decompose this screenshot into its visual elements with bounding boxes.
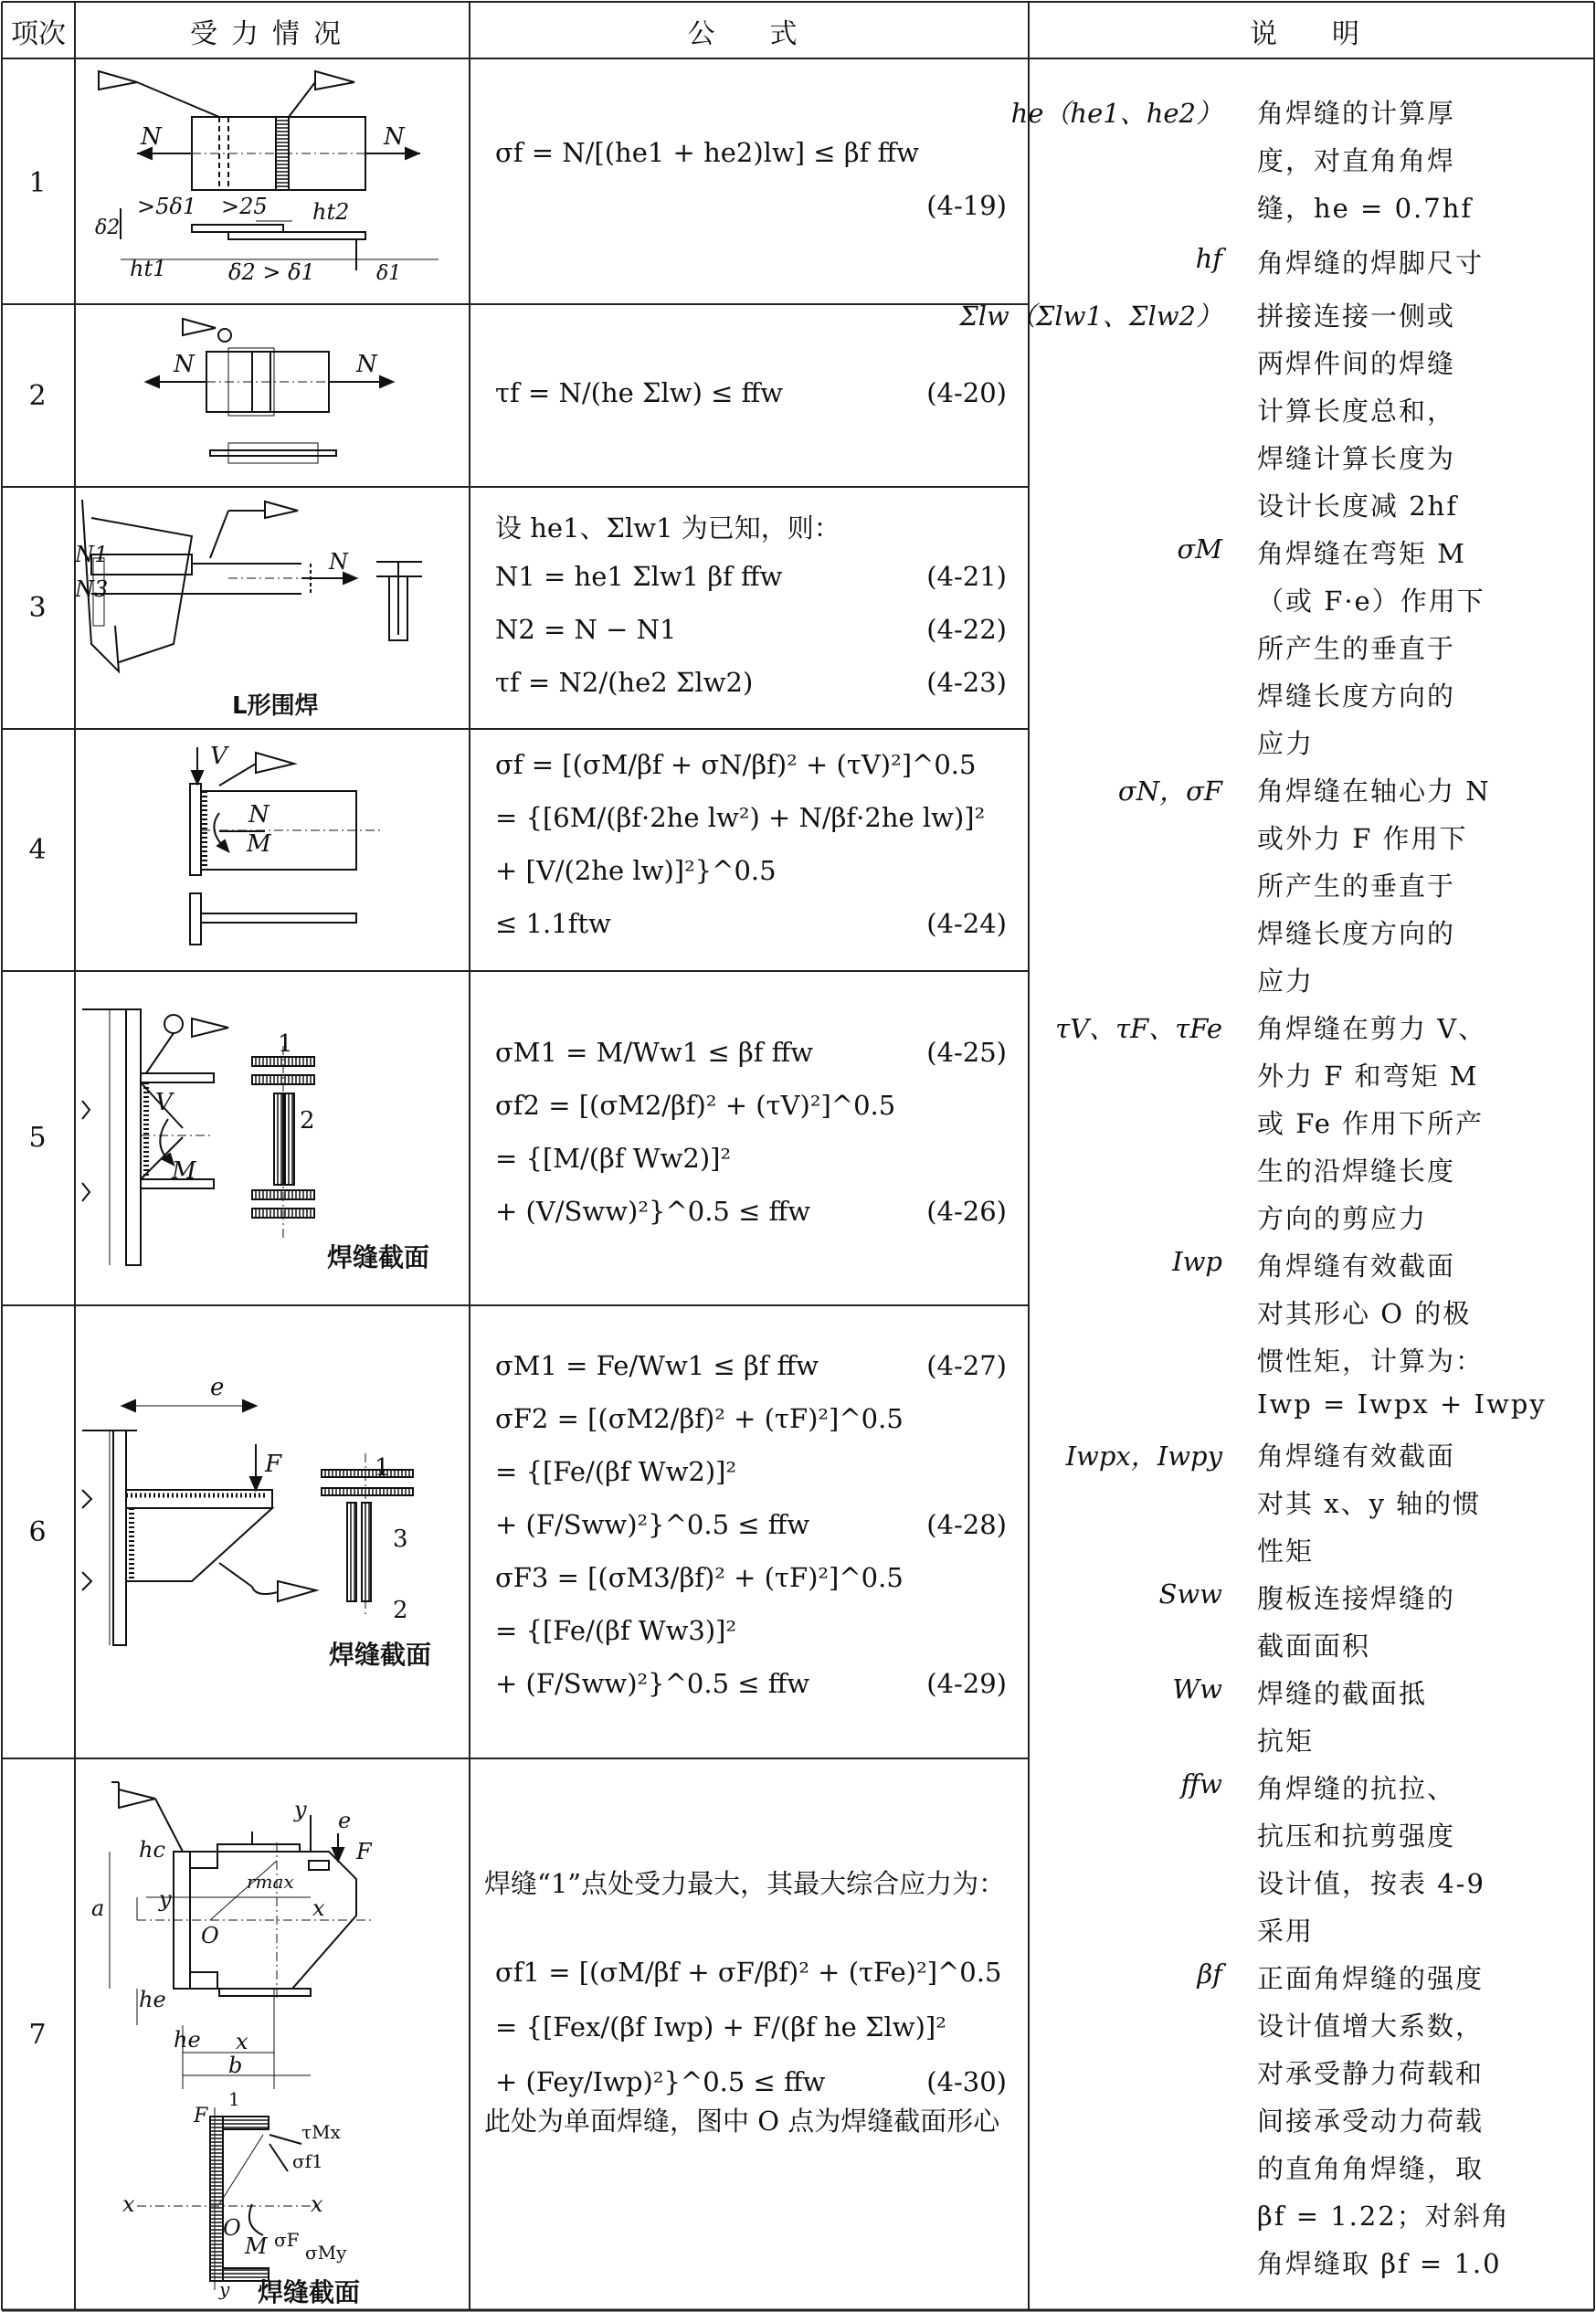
fig6-label-f: F	[265, 1451, 282, 1478]
desc-symbol-hf: hf	[1195, 243, 1222, 274]
desc-line: 外力 F 和弯矩 M	[1257, 1061, 1479, 1092]
formula-text: τf = N2/(he2 Σlw2)	[495, 667, 754, 698]
figure-row-1	[82, 60, 466, 302]
formula-text: σM1 = M/Ww1 ≤ βf ffw	[495, 1037, 814, 1068]
desc-line: 采用	[1257, 1916, 1315, 1947]
formula-number: (4-29)	[926, 1668, 1007, 1699]
desc-symbol-sigma-nf: σN，σF	[1117, 776, 1222, 807]
desc-line: 焊缝的截面抵	[1257, 1678, 1428, 1709]
fig5-label-v: V	[155, 1089, 173, 1116]
formula-text: τf = N/(he Σlw) ≤ ffw	[495, 377, 784, 408]
fig7-label-y: y	[294, 1797, 307, 1822]
fig7-label-o: O	[201, 1923, 219, 1948]
desc-line: 生的沿焊缝长度	[1257, 1156, 1456, 1187]
desc-symbol-ffw: ffw	[1180, 1768, 1222, 1800]
desc-line: 腹板连接焊缝的	[1257, 1583, 1456, 1614]
desc-line: 或外力 F 作用下	[1257, 823, 1468, 854]
fig3-caption: L形围焊	[232, 692, 319, 720]
formula-text: σF2 = [(σM2/βf)² + (τF)²]^0.5	[495, 1403, 904, 1434]
fig1-label-ht1: ht1	[130, 256, 167, 281]
fig7-label-rmax: rmax	[247, 1871, 294, 1893]
formula-text: + (F/Sww)²}^0.5 ≤ ffw	[495, 1509, 810, 1540]
desc-line: 正面角焊缝的强度	[1257, 1963, 1485, 1994]
fig7-caption: 焊缝截面	[258, 2277, 361, 2307]
fig6-label-3: 3	[393, 1525, 408, 1553]
fig6-label-e: e	[210, 1374, 225, 1401]
formula-number: (4-27)	[926, 1350, 1007, 1381]
desc-line: 角焊缝有效截面	[1257, 1441, 1456, 1472]
formula-text: + (F/Sww)²}^0.5 ≤ ffw	[495, 1668, 810, 1699]
fig3-label-n: N	[329, 549, 348, 575]
desc-line: 抗压和抗剪强度	[1257, 1821, 1456, 1852]
fig7-label-f: F	[356, 1839, 372, 1864]
formula-number: (4-23)	[926, 667, 1007, 698]
fig1-label-n-left: N	[141, 123, 162, 151]
desc-symbol-tau: τV、τF、τFe	[1055, 1013, 1222, 1044]
fig1-label-dim2: >25	[221, 194, 268, 219]
fig7-label-sigma-f1: σf1	[292, 2150, 323, 2172]
fig2-label-n-right: N	[356, 351, 377, 378]
fig5-label-1: 1	[278, 1030, 293, 1058]
formula-number: (4-25)	[926, 1037, 1007, 1068]
formula-text: σf = N/[(he1 + he2)lw] ≤ βf ffw	[495, 137, 919, 168]
fig4-label-v: V	[210, 743, 227, 770]
desc-symbol-sigma-m: σM	[1177, 533, 1222, 565]
desc-line: 焊缝长度方向的	[1257, 918, 1456, 949]
formula-number: (4-22)	[926, 614, 1007, 645]
desc-line: 对其 x、y 轴的惯	[1257, 1488, 1482, 1519]
desc-line: 角焊缝的计算厚	[1257, 98, 1456, 129]
figure-row-6	[82, 1307, 466, 1757]
formula-number: (4-20)	[926, 377, 1007, 408]
row-3-number: 3	[28, 592, 47, 624]
desc-line: （或 F·e）作用下	[1257, 586, 1485, 617]
fig7-label-x-section-right: x	[311, 2191, 323, 2217]
row-1-number: 1	[28, 167, 47, 199]
row-5-number: 5	[28, 1122, 47, 1154]
fig7-label-x-dim: x	[236, 2029, 248, 2054]
desc-line: 对承受静力荷载和	[1257, 2058, 1485, 2089]
fig7-label-he-bottom: he	[174, 2027, 201, 2053]
formula-text: N2 = N − N1	[495, 614, 677, 645]
desc-line: 的直角角焊缝，取	[1257, 2153, 1485, 2184]
fig7-label-tau-mx: τMx	[301, 2121, 341, 2143]
fig5-label-2: 2	[300, 1107, 315, 1135]
fig7-label-x: x	[312, 1895, 325, 1921]
desc-symbol-he: he（he1、he2）	[1010, 98, 1222, 129]
desc-line: 焊缝长度方向的	[1257, 681, 1456, 712]
formula-row-7-intro: 焊缝“1”点处受力最大，其最大综合应力为：	[484, 1868, 1006, 1899]
desc-line: 角焊缝的焊脚尺寸	[1257, 248, 1485, 279]
fig7-label-b: b	[228, 2053, 243, 2078]
desc-line: 截面面积	[1257, 1631, 1371, 1662]
desc-line: 拼接连接一侧或	[1257, 301, 1456, 332]
fig4-label-n: N	[248, 801, 270, 829]
desc-line: 应力	[1257, 728, 1315, 759]
formula-text: σf2 = [(σM2/βf)² + (τV)²]^0.5	[495, 1090, 896, 1121]
formula-text: σM1 = Fe/Ww1 ≤ βf ffw	[495, 1350, 819, 1381]
fig1-label-d2: δ2	[95, 216, 121, 239]
desc-symbol-ww: Ww	[1172, 1673, 1222, 1705]
formula-text: σf1 = [(σM/βf + σF/βf)² + (τFe)²]^0.5	[495, 1957, 1002, 1988]
fig7-label-f-section: F	[194, 2105, 208, 2127]
desc-line: 或 Fe 作用下所产	[1257, 1108, 1485, 1139]
formula-number: (4-28)	[926, 1509, 1007, 1540]
fig7-label-hc: hc	[139, 1837, 165, 1863]
formula-text: + (V/Sww)²}^0.5 ≤ ffw	[495, 1196, 811, 1227]
desc-line: 角焊缝在剪力 V、	[1257, 1013, 1487, 1044]
fig7-label-e: e	[338, 1808, 352, 1833]
fig7-label-x-section: x	[122, 2191, 135, 2217]
fig4-label-m: M	[247, 830, 271, 858]
desc-symbol-iwp: Iwp	[1172, 1246, 1222, 1277]
fig1-label-dim1: >5δ1	[137, 194, 197, 219]
formula-text: + (Fey/Iwp)²}^0.5 ≤ ffw	[495, 2066, 826, 2097]
fig3-label-n1: N1	[75, 542, 109, 567]
desc-line: 度，对直角角焊	[1257, 145, 1456, 176]
fig7-label-1: 1	[228, 2088, 240, 2110]
desc-symbol-beta-f: βf	[1197, 1958, 1222, 1990]
desc-line: 角焊缝取 βf = 1.0	[1257, 2248, 1502, 2279]
formula-number: (4-24)	[926, 908, 1007, 939]
desc-line: 所产生的垂直于	[1257, 633, 1456, 664]
desc-line: 计算长度总和，	[1257, 396, 1456, 427]
row-2-number: 2	[28, 380, 47, 412]
desc-line: 角焊缝在弯矩 M	[1257, 538, 1466, 569]
desc-line: βf = 1.22；对斜角	[1257, 2201, 1510, 2232]
formula-text: N1 = he1 Σlw1 βf ffw	[495, 561, 783, 592]
desc-line: 性矩	[1257, 1536, 1315, 1567]
formula-number: (4-21)	[926, 561, 1007, 592]
desc-line: 所产生的垂直于	[1257, 871, 1456, 902]
figure-row-2	[82, 306, 466, 484]
desc-line: 两焊件间的焊缝	[1257, 348, 1456, 379]
header-item: 项次	[11, 18, 66, 50]
fig7-label-a: a	[91, 1895, 105, 1921]
desc-line: 角焊缝的抗拉、	[1257, 1773, 1456, 1804]
desc-symbol-iwpx-iwpy: Iwpx，Iwpy	[1065, 1441, 1222, 1472]
formula-text: σF3 = [(σM3/βf)² + (τF)²]^0.5	[495, 1562, 904, 1593]
fig6-label-1: 1	[375, 1454, 390, 1482]
fig1-label-n-right: N	[384, 123, 405, 151]
formula-number: (4-26)	[926, 1196, 1007, 1227]
fig5-label-m: M	[172, 1157, 196, 1185]
desc-line: Iwp = Iwpx + Iwpy	[1257, 1388, 1547, 1420]
fig7-label-y-dim: y	[159, 1886, 172, 1912]
header-case: 受力情况	[190, 18, 354, 50]
fig6-caption: 焊缝截面	[329, 1640, 432, 1670]
fig1-label-d2gt: δ2 > δ1	[228, 259, 315, 285]
desc-line: 焊缝计算长度为	[1257, 443, 1456, 474]
desc-line: 抗矩	[1257, 1726, 1315, 1757]
fig3-label-n3: N3	[75, 576, 109, 602]
row-7-number: 7	[28, 2019, 47, 2051]
row-6-number: 6	[28, 1516, 47, 1548]
formula-text: = {[Fe/(βf Ww2)]²	[495, 1456, 737, 1487]
fig7-label-sigma-my: σMy	[305, 2242, 347, 2264]
fig7-label-sigma-f: σF	[274, 2229, 300, 2251]
desc-symbol-sww: Sww	[1158, 1578, 1222, 1610]
row-4-number: 4	[28, 834, 47, 866]
formula-text: = {[Fe/(βf Ww3)]²	[495, 1615, 737, 1646]
formula-text: σf = [(σM/βf + σN/βf)² + (τV)²]^0.5	[495, 749, 977, 780]
fig6-label-2: 2	[393, 1597, 408, 1624]
figure-row-4	[82, 731, 466, 970]
fig7-label-he: he	[139, 1987, 166, 2012]
formula-number: (4-19)	[926, 190, 1007, 221]
fig5-caption: 焊缝截面	[327, 1242, 430, 1272]
desc-line: 角焊缝在轴心力 N	[1257, 776, 1491, 807]
fig2-label-n-left: N	[174, 351, 195, 378]
fig7-label-m: M	[245, 2233, 268, 2259]
formula-text: = {[M/(βf Ww2)]²	[495, 1143, 732, 1174]
desc-line: 对其形心 O 的极	[1257, 1298, 1472, 1329]
desc-line: 角焊缝有效截面	[1257, 1251, 1456, 1282]
formula-text: 设 he1、Σlw1 为已知，则：	[495, 512, 840, 544]
fig1-label-ht2: ht2	[312, 199, 350, 225]
formula-text: ≤ 1.1ftw	[495, 908, 611, 939]
desc-line: 应力	[1257, 966, 1315, 997]
desc-line: 方向的剪应力	[1257, 1203, 1428, 1234]
formula-text: = {[6M/(βf·2he lw²) + N/βf·2he lw)]²	[495, 802, 986, 833]
desc-line: 间接承受动力荷载	[1257, 2106, 1485, 2137]
desc-line: 设计值增大系数，	[1257, 2011, 1485, 2042]
desc-line: 缝，he = 0.7hf	[1257, 193, 1474, 224]
formula-number: (4-30)	[926, 2066, 1007, 2097]
header-formula: 公 式	[687, 18, 811, 50]
desc-symbol-sum-lw: Σlw（Σlw1、Σlw2）	[959, 301, 1222, 332]
fig7-label-y-section: y	[219, 2278, 230, 2300]
header-description: 说 明	[1250, 18, 1373, 50]
desc-line: 惯性矩，计算为：	[1257, 1346, 1485, 1377]
desc-line: 设计值，按表 4-9	[1257, 1868, 1485, 1899]
formula-row-7-outro: 此处为单面焊缝，图中 O 点为焊缝截面形心	[484, 2106, 1000, 2137]
desc-line: 设计长度减 2hf	[1257, 491, 1459, 522]
figure-row-7	[82, 1760, 466, 2308]
fig1-label-d1: δ1	[376, 262, 402, 285]
fig7-label-o-section: O	[223, 2215, 241, 2241]
formula-text: + [V/(2he lw)]²}^0.5	[495, 855, 777, 886]
formula-text: = {[Fex/(βf Iwp) + F/(βf he Σlw)]²	[495, 2011, 946, 2043]
